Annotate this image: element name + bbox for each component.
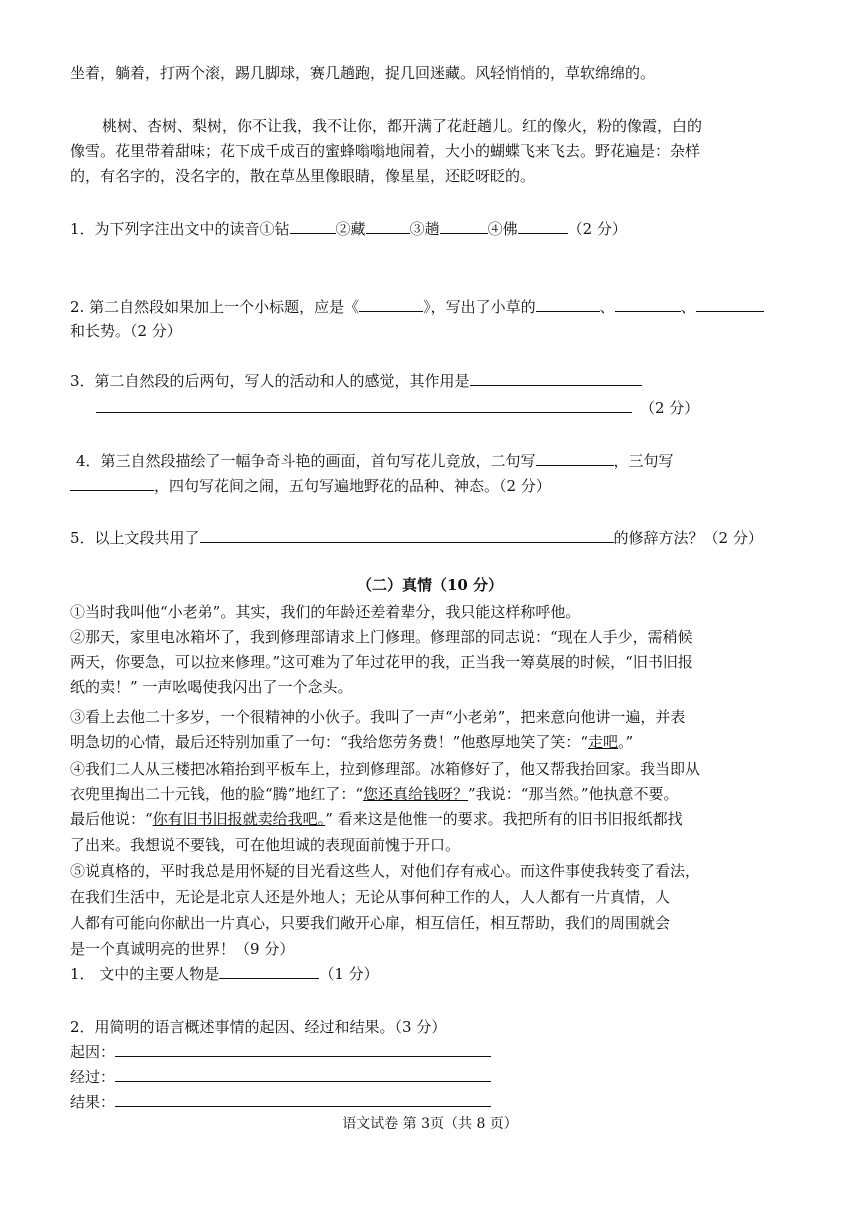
cause-line: 起因： [70,1041,491,1062]
page-footer: 语文试卷 第 3页（共 8 页） [342,1116,518,1132]
question-3: 3．第二自然段的后两句，写人的活动和人的感觉，其作用是 [70,370,642,391]
result-line: 结果： [70,1091,491,1112]
question-2: 2．用简明的语言概述事情的起因、经过和结果。（3 分） [70,1018,447,1036]
passage-line: 像雪。花里带着甜味；花下成千成百的蜜蜂嗡嗡地闹着，大小的蝴蝶飞来飞去。野花遍是：杂样 [70,142,701,160]
answer-blank[interactable] [518,219,568,234]
passage-line: 衣兜里掏出二十元钱，他的脸“腾”地红了：“您还真给钱呀？”我说：“那当然。”他执意不要。 [70,785,679,803]
answer-blank[interactable] [115,1067,491,1082]
answer-blank[interactable] [359,297,423,312]
passage-line: 最后他说：“你有旧书旧报就卖给我吧。” 看来这是他惟一的要求。我把所有的旧书旧报纸都找 [70,810,683,828]
question-3-cont: （2 分） [96,397,699,418]
answer-blank[interactable] [115,1042,491,1057]
passage-line: 了出来。我想说不要钱，可在他坦诚的表现面前愧于开口。 [70,836,461,854]
question-2: 2. 第二自然段如果加上一个小标题，应是《 》，写出了小草的 、 、 [70,296,764,317]
passage-line: ③看上去他二十多岁，一个很精神的小伙子。我叫了一声“小老弟”，把来意向他讲一遍，并表 [70,708,686,726]
answer-blank[interactable] [536,297,600,312]
passage-line: 的，有名字的，没名字的，散在草丛里像眼睛，像星星，还眨呀眨的。 [70,167,536,185]
answer-blank[interactable] [200,528,614,543]
answer-blank[interactable] [115,1092,491,1107]
passage-line: 桃树、杏树、梨树，你不让我，我不让你，都开满了花赶趟儿。红的像火，粉的像霞，白的 [102,117,703,135]
section-title: （二）真情（10 分） [356,576,504,594]
passage-line: ①当时我叫他“小老弟”。其实，我们的年龄还差着辈分，我只能这样称呼他。 [70,603,581,621]
answer-blank[interactable] [536,451,614,466]
passage-line: 人都有可能向你献出一片真心，只要我们敞开心扉，相互信任，相互帮助，我们的周围就会 [70,914,671,932]
passage-line: 坐着，躺着，打两个滚，踢几脚球，赛几趟跑，捉几回迷藏。风轻悄悄的，草软绵绵的。 [70,64,656,82]
passage-line: 在我们生活中，无论是北京人还是外地人；无论从事何种工作的人，人人都有一片真情，人 [70,888,671,906]
answer-blank[interactable] [696,297,764,312]
passage-line: ②那天，家里电冰箱坏了，我到修理部请求上门修理。修理部的同志说：“现在人手少，需稍候 [70,628,693,646]
answer-blank[interactable] [366,219,410,234]
question-1: 1． 文中的主要人物是 （1 分） [70,965,379,983]
answer-blank[interactable] [219,964,319,979]
answer-blank[interactable] [615,297,681,312]
question-4-cont: ，四句写花间之闹，五句写遍地野花的品种、神态。（2 分） [70,475,551,496]
process-line: 经过： [70,1066,491,1087]
passage-line: 两天，你要急，可以拉来修理。”这可难为了年过花甲的我，正当我一筹莫展的时候，“旧书旧报 [70,653,693,671]
answer-blank[interactable] [470,371,642,386]
passage-line: ⑤说真格的，平时我总是用怀疑的目光看这些人，对他们存有戒心。而这件事使我转变了看法， [70,862,701,880]
passage-line: 纸的卖！” 一声吆喝使我闪出了一个念头。 [70,678,353,696]
question-2-cont: 和长势。（2 分） [70,322,182,340]
answer-blank[interactable] [70,476,154,491]
answer-blank[interactable] [96,398,632,413]
question-4: 4．第三自然段描绘了一幅争奇斗艳的画面，首句写花儿竞放，二句写 ，三句写 [76,452,674,470]
passage-line: 明急切的心情，最后还特别加重了一句：“我给您劳务费！”他憨厚地笑了笑：“走吧。” [70,733,634,751]
answer-blank[interactable] [290,219,336,234]
answer-blank[interactable] [440,219,488,234]
question-1: 1．为下列字注出文中的读音①钻 ②藏 ③趟 ④佛 （2 分） [70,220,627,238]
passage-line: 是一个真诚明亮的世界！（9 分） [70,940,295,958]
question-5: 5．以上文段共用了 的修辞方法？（2 分） [70,529,763,547]
passage-line: ④我们二人从三楼把冰箱抬到平板车上，拉到修理部。冰箱修好了，他又帮我抬回家。我当即从 [70,760,701,778]
